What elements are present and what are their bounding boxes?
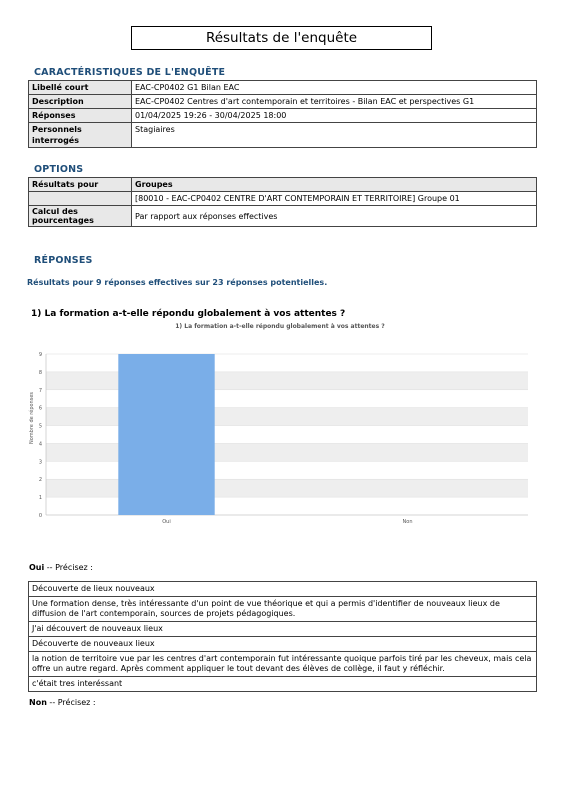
oui-precisez-label [29,563,93,572]
section-heading-characteristics: CARACTÉRISTIQUES DE L'ENQUÊTE [34,67,226,78]
page-title: Résultats de l'enquête [131,26,432,50]
row-label: Personnels interrogés [29,123,132,148]
x-tick-label: Non [402,519,413,525]
non-label: Non [29,698,47,707]
row-label: Description [29,95,132,109]
answer-cell: c'était tres interéssant [29,677,537,692]
answer-cell: J'ai découvert de nouveaux lieux [29,622,537,637]
bar [118,354,214,515]
responses-summary: Résultats pour 9 réponses effectives sur 23 réponses potentielles. [27,278,328,287]
y-tick-label: 9 [38,352,42,358]
y-tick-label: 2 [38,477,42,484]
non-precisez-label [29,698,96,707]
table-row [29,637,537,652]
row-value: EAC-CP0402 G1 Bilan EAC [132,81,537,95]
question-title: 1) La formation a-t-elle répondu globalement à vos attentes ? [31,309,346,319]
section-heading-responses: RÉPONSES [34,255,93,266]
calc-value: Par rapport aux réponses effectives [132,206,537,227]
row-value: EAC-CP0402 Centres d'art contemporain et territoires - Bilan EAC et perspectives G1 [132,95,537,109]
empty-cell [29,192,132,206]
y-tick-label: 1 [38,495,42,502]
y-tick-label: 4 [38,441,42,448]
section-heading-options: OPTIONS [34,164,84,175]
bar-chart [28,318,533,533]
calc-label: Calcul des pourcentages [29,206,132,227]
table-row [29,677,537,692]
row-value: Stagiaires [132,123,537,148]
y-tick-label: 0 [38,513,42,519]
table-row [29,652,537,677]
group-value: [80010 - EAC-CP0402 CENTRE D'ART CONTEMPORAIN ET TERRITOIRE] Groupe 01 [132,192,537,206]
table-row [29,95,537,109]
table-row [29,597,537,622]
groups-label: Groupes [132,178,537,192]
x-tick-label: Oui [162,519,171,525]
options-table [28,177,537,227]
table-row [29,123,537,148]
precisez-text: -- Précisez : [46,698,96,707]
answer-cell: Découverte de nouveaux lieux [29,637,537,652]
y-tick-label: 7 [38,387,42,394]
table-row [29,81,537,95]
chart-title: 1) La formation a-t-elle répondu globalement à vos attentes ? [175,323,385,330]
oui-answers-table [28,581,537,692]
answer-cell: Une formation dense, très intéressante d'un point de vue théorique et qui a permis d'identifier de nouveaux lieux de diffusion de l'art contemporain, sources de projets pédagogiques. [29,597,537,622]
precisez-text: -- Précisez : [44,563,93,572]
oui-label: Oui [29,563,45,572]
y-tick-label: 3 [38,459,42,466]
table-row [29,582,537,597]
row-label: Réponses [29,109,132,123]
y-tick-label: 5 [38,423,42,430]
results-for-label: Résultats pour [29,178,132,192]
row-value: 01/04/2025 19:26 - 30/04/2025 18:00 [132,109,537,123]
table-row [29,178,537,192]
y-tick-label: 6 [38,405,42,412]
table-row [29,192,537,206]
table-row [29,622,537,637]
characteristics-table [28,80,537,148]
y-axis-label: Nombre de réponses [29,391,35,445]
table-row [29,109,537,123]
y-tick-label: 8 [38,369,42,376]
table-row [29,206,537,227]
answer-cell: la notion de territoire vue par les centres d'art contemporain fut intéressante quoique parfois tiré par les cheveux, mais cela offre un autre regard. Après comment appliquer le tout devant des élèves de collège, il faut y réfléchir. [29,652,537,677]
answer-cell: Découverte de lieux nouveaux [29,582,537,597]
row-label: Libellé court [29,81,132,95]
